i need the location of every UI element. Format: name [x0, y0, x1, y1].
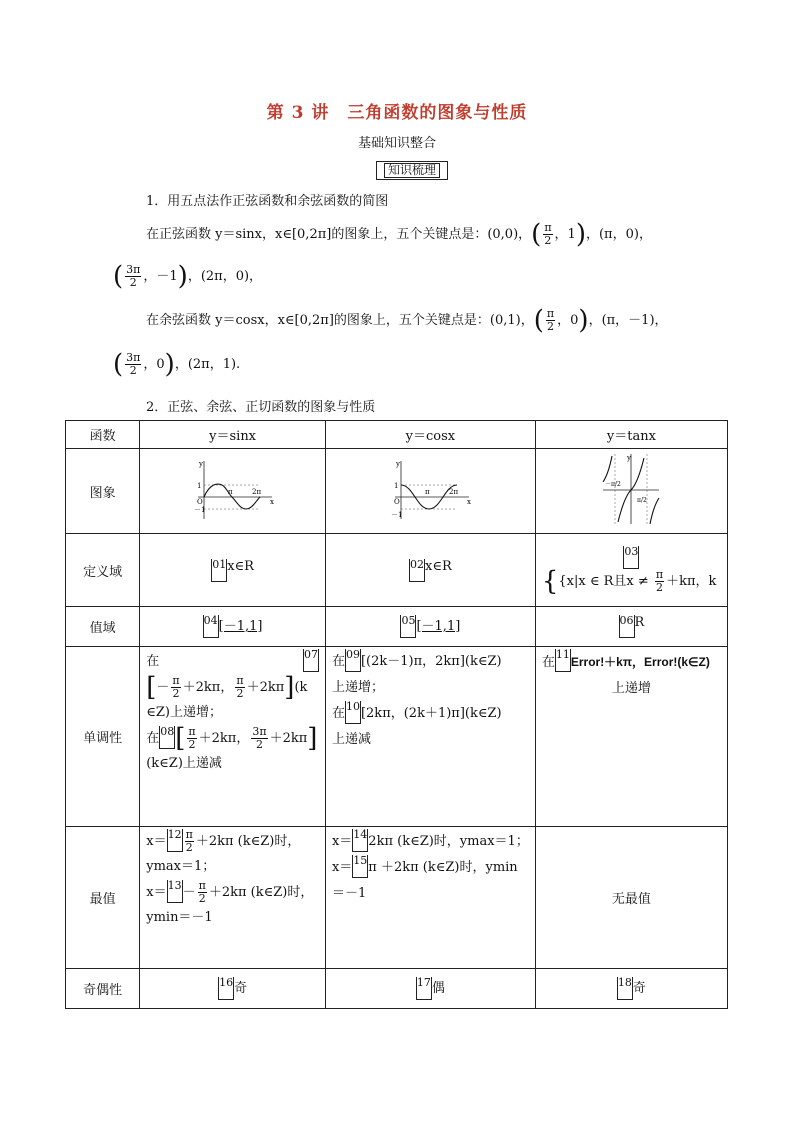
trig-properties-table — [65, 420, 728, 1009]
sin-ext-s3a: x＝ — [146, 885, 167, 900]
tan-domain-value-a: {x|x ∈ R且x ≠ — [558, 574, 653, 589]
frac: $\frac{\pi}{2}$ — [236, 674, 244, 700]
tan-domain-value-b: ＋kπ，k — [666, 574, 717, 589]
cos-ext-c2a: x＝ — [331, 860, 353, 875]
table-row-range — [66, 607, 728, 647]
tan-range — [535, 607, 727, 647]
sin-extreme — [140, 827, 326, 969]
row-label-monotonicity: 单调性 — [66, 647, 140, 827]
frac: $\frac{3\pi}{2}$ — [252, 725, 267, 751]
knowledge-tag — [376, 161, 448, 180]
cos-mono-b: 上递增； — [331, 680, 384, 695]
sin-ext-s3c: ＋2kπ (k∈Z)时， — [208, 885, 314, 900]
table-row-domain — [66, 534, 728, 607]
cos-extreme — [325, 827, 535, 969]
tan-mono-a1: 在 — [541, 655, 555, 670]
cos-p4-tail: ，0 — [143, 357, 165, 372]
sin-mono-b4: (k — [294, 680, 308, 695]
header-tan: y＝tanx — [535, 421, 727, 449]
answer-number: 17 — [416, 977, 432, 1000]
row-label-parity: 奇偶性 — [66, 969, 140, 1009]
sin-graph-y-label: y — [198, 460, 203, 468]
sin-range-value: [－1,1] — [218, 619, 263, 634]
answer-number: 05 — [400, 615, 416, 638]
cos-rest: ，(π，－1)， — [588, 313, 668, 328]
paren-left: ( — [113, 261, 124, 292]
cos-mono-c2: [2kπ，(2k＋1)π](k∈Z) — [360, 706, 502, 721]
tan-monotonicity — [535, 647, 727, 827]
cos-ext-c1a: x＝ — [331, 834, 353, 849]
row-label-extreme: 最值 — [66, 827, 140, 969]
sin-mono-e: (k∈Z)上递减 — [146, 756, 222, 771]
cos-points-line2 — [113, 349, 241, 380]
sin-mono-b1: － — [156, 680, 170, 695]
cos-p4-frac: $\frac{3\pi}{2}$ — [126, 351, 141, 377]
page-title: 第 3 讲 三角函数的图象与性质 — [266, 103, 528, 123]
answer-number: 11 — [555, 649, 571, 672]
table-row-extreme — [66, 827, 728, 969]
answer-number: 10 — [345, 701, 361, 724]
table-header-row — [66, 421, 728, 449]
sin-ext-s3b: － — [182, 885, 196, 900]
row-label-graph: 图象 — [66, 449, 140, 534]
bracket-right: ] — [284, 672, 295, 703]
cos-range — [325, 607, 535, 647]
answer-number: 13 — [167, 880, 183, 903]
answer-number: 07 — [303, 649, 319, 672]
cos-mono-d: 上递减 — [331, 732, 371, 747]
cos-points-line1 — [146, 305, 668, 336]
cos-p2-tail: ，0 — [557, 313, 579, 328]
sin-graph-one-label: 1 — [196, 482, 202, 490]
sin-mono-d: 在 — [146, 731, 160, 746]
cos-graph-one-label: 1 — [394, 482, 399, 490]
answer-number: 18 — [617, 977, 633, 1000]
paren-left: ( — [533, 305, 544, 336]
sin-points-line1 — [146, 219, 652, 250]
table-row-graph — [66, 449, 728, 534]
answer-number: 14 — [352, 829, 368, 852]
row-label-domain: 定义域 — [66, 534, 140, 607]
cos-graph-cell — [325, 449, 535, 534]
tan-graph-pi2-label: π/2 — [637, 497, 648, 504]
table-row-monotonicity — [66, 647, 728, 827]
sin-rest: ，(π，0)， — [585, 227, 652, 242]
frac: $\frac{\pi}{2}$ — [188, 725, 196, 751]
tan-domain-frac: $\frac{\pi}{2}$ — [655, 568, 664, 594]
cos-parity-value: 偶 — [431, 981, 445, 996]
paren-right: ) — [575, 219, 586, 250]
section1-heading: 1．用五点法作正弦函数和余弦函数的简图 — [146, 194, 389, 209]
bracket-left: [ — [175, 723, 186, 754]
answer-number: 08 — [159, 726, 175, 749]
sin-parity-value: 奇 — [234, 981, 248, 996]
answer-number: 06 — [619, 615, 635, 638]
frac: $\frac{\pi}{2}$ — [198, 879, 206, 905]
sin-graph-neg-one-label: －1 — [193, 506, 206, 514]
header-cos: y＝cosx — [325, 421, 535, 449]
cos-domain — [325, 534, 535, 607]
sin-mono-d3: ＋2kπ — [269, 731, 308, 746]
cos-graph-x-label: x — [467, 498, 472, 506]
sin-ext-s2: ymax＝1； — [146, 859, 216, 874]
answer-number: 16 — [218, 977, 234, 1000]
tan-mono-b: 上递增 — [611, 681, 651, 696]
sin-p2-tail: ，1 — [554, 227, 576, 242]
answer-number: 04 — [203, 615, 219, 638]
bracket-left: [ — [146, 672, 157, 703]
tan-domain — [535, 534, 727, 607]
sin-intro: 在正弦函数 y＝sinx，x∈[0,2π]的图象上，五个关键点是：(0,0)， — [146, 227, 532, 242]
sin-graph-2pi-label: 2π — [251, 488, 261, 496]
sin-graph — [190, 457, 276, 521]
sin-end: ，(2π，0)， — [187, 269, 263, 284]
tan-mono-a2: Error!＋kπ，Error!(k∈Z) — [570, 655, 710, 669]
cos-monotonicity — [325, 647, 535, 827]
sin-ext-s4: ymin＝－1 — [146, 910, 213, 925]
cos-p2-frac: $\frac{\pi}{2}$ — [546, 307, 555, 333]
section2-heading: 2．正弦、余弦、正切函数的图象与性质 — [146, 400, 376, 415]
frac: $\frac{\pi}{2}$ — [185, 828, 193, 854]
sin-graph-cell — [140, 449, 326, 534]
tan-graph-cell — [535, 449, 727, 534]
sin-graph-x-label: x — [269, 498, 274, 506]
sin-p4-frac: $\frac{3\pi}{2}$ — [126, 263, 141, 289]
sin-ext-s1a: x＝ — [146, 834, 167, 849]
sin-mono-a: 在 — [146, 654, 160, 669]
sin-domain — [140, 534, 326, 607]
header-sin: y＝sinx — [140, 421, 326, 449]
sin-points-line2 — [113, 261, 263, 292]
frac: $\frac{\pi}{2}$ — [172, 674, 180, 700]
sin-graph-pi-label: π — [227, 488, 233, 496]
table-row-parity — [66, 969, 728, 1009]
cos-ext-c2b: π ＋2kπ (k∈Z)时，ymin — [368, 860, 518, 875]
header-function: 函数 — [66, 421, 140, 449]
cos-mono-a2: [(2k－1)π，2kπ](k∈Z) — [360, 654, 502, 669]
knowledge-tag-label: 知识梳理 — [384, 163, 440, 178]
answer-number: 02 — [409, 559, 425, 582]
paren-right: ) — [164, 349, 175, 380]
cos-range-value: [－1,1] — [416, 619, 461, 634]
cos-intro: 在余弦函数 y＝cosx，x∈[0,2π]的图象上，五个关键点是：(0,1)， — [146, 313, 534, 328]
answer-number: 03 — [623, 546, 639, 569]
sin-parity — [140, 969, 326, 1009]
paren-left: ( — [531, 219, 542, 250]
cos-graph-pi-label: π — [425, 488, 430, 496]
sin-mono-d2: ＋2kπ， — [198, 731, 250, 746]
sin-domain-value: x∈R — [227, 558, 254, 574]
sin-p2-frac: $\frac{\pi}{2}$ — [544, 221, 552, 247]
answer-number: 15 — [352, 855, 368, 878]
answer-number: 12 — [167, 829, 183, 852]
tan-graph-neg-pi2-label: －π/2 — [605, 481, 622, 488]
answer-number: 09 — [345, 649, 361, 672]
cos-ext-c3: ＝－1 — [331, 886, 367, 901]
cos-mono-c1: 在 — [331, 706, 345, 721]
sin-mono-b2: ＋2kπ， — [182, 680, 234, 695]
sin-graph-origin-label: O — [196, 498, 203, 506]
cos-graph-2pi-label: 2π — [449, 488, 459, 496]
tan-range-value: R — [634, 615, 645, 630]
cos-end: ，(2π，1). — [174, 357, 241, 372]
cos-domain-value: x∈R — [425, 558, 452, 574]
answer-number: 01 — [211, 559, 227, 582]
tan-extreme: 无最值 — [535, 827, 727, 969]
paren-left: ( — [113, 349, 124, 380]
sin-mono-b3: ＋2kπ — [246, 680, 285, 695]
brace-left: { — [541, 566, 559, 597]
cos-ext-c1b: 2kπ (k∈Z)时，ymax＝1； — [368, 834, 529, 849]
paren-right: ) — [177, 261, 188, 292]
bracket-right: ] — [307, 723, 318, 754]
cos-graph-origin-label: O — [394, 498, 401, 506]
section-subtitle: 基础知识整合 — [357, 136, 436, 151]
paren-right: ) — [578, 305, 589, 336]
sin-p4-tail: ，－1 — [143, 269, 178, 284]
cos-graph — [387, 457, 473, 521]
tan-parity — [535, 969, 727, 1009]
sin-monotonicity — [140, 647, 326, 827]
sin-range — [140, 607, 326, 647]
row-label-range: 值域 — [66, 607, 140, 647]
sin-mono-c: ∈Z)上递增； — [146, 705, 222, 720]
tan-graph — [601, 452, 661, 526]
tan-parity-value: 奇 — [632, 981, 646, 996]
cos-graph-y-label: y — [396, 460, 401, 468]
cos-parity — [325, 969, 535, 1009]
cos-graph-neg-one-label: －1 — [391, 511, 403, 519]
sin-ext-s1b: ＋2kπ (k∈Z)时， — [195, 834, 301, 849]
cos-mono-a1: 在 — [331, 654, 345, 669]
tan-graph-y-label: y — [627, 454, 632, 462]
